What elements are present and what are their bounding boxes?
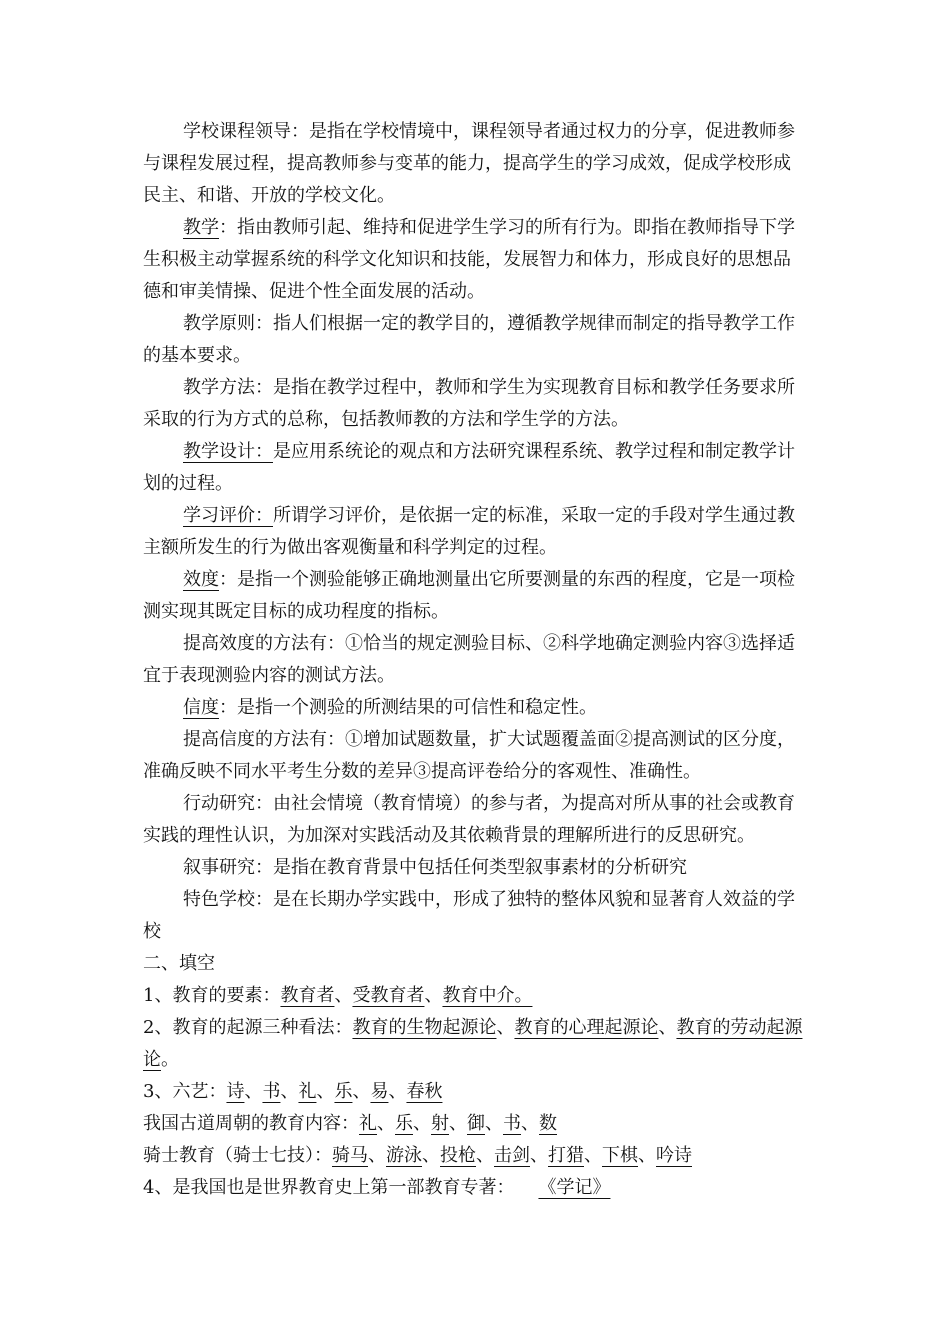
definition-paragraph: 信度：是指一个测验的所测结果的可信性和稳定性。: [183, 697, 597, 718]
definition-paragraph: 提高信度的方法有：①增加试题数量，扩大试题覆盖面②提高测试的区分度，准确反映不同水平考生分数的差异③提高评卷给分的客观性、准确性。: [143, 729, 795, 782]
answer: 诗: [226, 1081, 245, 1102]
definition-paragraph: 教学原则：指人们根据一定的教学目的，遵循教学规律而制定的指导教学工作的基本要求。: [143, 313, 795, 366]
answer: 乐: [334, 1081, 353, 1102]
answer: 教育的劳动起源论: [143, 1017, 803, 1070]
answer: 《学记》: [538, 1177, 611, 1198]
answer: 春秋: [406, 1081, 443, 1102]
answer: 受教育者: [352, 985, 425, 1006]
answer: 投枪: [440, 1145, 476, 1166]
answer: 教育的心理起源论: [514, 1017, 659, 1038]
answer: 骑马: [332, 1145, 368, 1166]
document-body: [143, 116, 807, 1204]
answer: 下棋: [602, 1145, 638, 1166]
fill-question: 骑士教育（骑士七技）：骑马、游泳、投枪、击剑、打猎、下棋、吟诗: [143, 1145, 692, 1166]
fill-question: 1、教育的要素：教育者、受教育者、教育中介。: [143, 985, 533, 1006]
definition-paragraph: 行动研究：由社会情境（教育情境）的参与者，为提高对所从事的社会或教育实践的理性认识，为加深对实践活动及其依赖背景的理解所进行的反思研究。: [143, 793, 795, 846]
fill-question: 4、是我国也是世界教育史上第一部教育专著： 《学记》: [143, 1177, 611, 1198]
answer: 教育中介: [442, 985, 515, 1006]
answer: 御: [467, 1113, 485, 1134]
term: 效度: [183, 569, 219, 590]
answer: 礼: [298, 1081, 317, 1102]
answer: 击剑: [494, 1145, 530, 1166]
definition-paragraph: 教学：指由教师引起、维持和促进学生学习的所有行为。即指在教师指导下学生积极主动掌握系统的科学文化知识和技能，发展智力和体力，形成良好的思想品德和审美情操、促进个性全面发展的活动。: [143, 217, 795, 302]
definition-paragraph: 教学设计：是应用系统论的观点和方法研究课程系统、教学过程和制定教学计划的过程。: [143, 441, 795, 494]
fill-question: 3、六艺：诗、书、礼、乐、易、春秋: [143, 1081, 443, 1102]
answer: 易: [370, 1081, 389, 1102]
answer: 游泳: [386, 1145, 422, 1166]
section-heading: 二、填空: [143, 953, 215, 974]
fill-question: 2、教育的起源三种看法：教育的生物起源论、教育的心理起源论、教育的劳动起源论。: [143, 1017, 803, 1070]
definition-paragraph: 叙事研究：是指在教育背景中包括任何类型叙事素材的分析研究: [183, 857, 687, 878]
answer: 吟诗: [656, 1145, 692, 1166]
answer: 射: [431, 1113, 449, 1134]
definition-paragraph: 提高效度的方法有：①恰当的规定测验目标、②科学地确定测验内容③选择适宜于表现测验内容的测试方法。: [143, 633, 795, 686]
answer: 乐: [395, 1113, 413, 1134]
answer: 教育的生物起源论: [352, 1017, 497, 1038]
fill-question: 我国古道周朝的教育内容：礼、乐、射、御、书、数: [143, 1113, 557, 1134]
answer: 打猎: [548, 1145, 584, 1166]
answer: 书: [503, 1113, 521, 1134]
answer: 书: [262, 1081, 281, 1102]
answer: 教育者: [280, 985, 335, 1006]
definition-paragraph: 效度：是指一个测验能够正确地测量出它所要测量的东西的程度，它是一项检测实现其既定目标的成功程度的指标。: [143, 569, 795, 622]
answer: 数: [539, 1113, 557, 1134]
definition-paragraph: 学习评价：所谓学习评价，是依据一定的标准，采取一定的手段对学生通过教主额所发生的行为做出客观衡量和科学判定的过程。: [143, 505, 795, 558]
term: 学习评价：: [183, 505, 273, 526]
term: 信度: [183, 697, 219, 718]
definition-paragraph: 特色学校：是在长期办学实践中，形成了独特的整体风貌和显著育人效益的学校: [143, 889, 795, 942]
definition-paragraph: 学校课程领导：是指在学校情境中，课程领导者通过权力的分享，促进教师参与课程发展过程，提高教师参与变革的能力，提高学生的学习成效，促成学校形成民主、和谐、开放的学校文化。: [143, 121, 795, 206]
answer: 礼: [359, 1113, 377, 1134]
definition-paragraph: 教学方法：是指在教学过程中，教师和学生为实现教育目标和教学任务要求所采取的行为方式的总称，包括教师教的方法和学生学的方法。: [143, 377, 795, 430]
term: 教学设计：: [183, 441, 273, 462]
term: 教学: [183, 217, 219, 238]
